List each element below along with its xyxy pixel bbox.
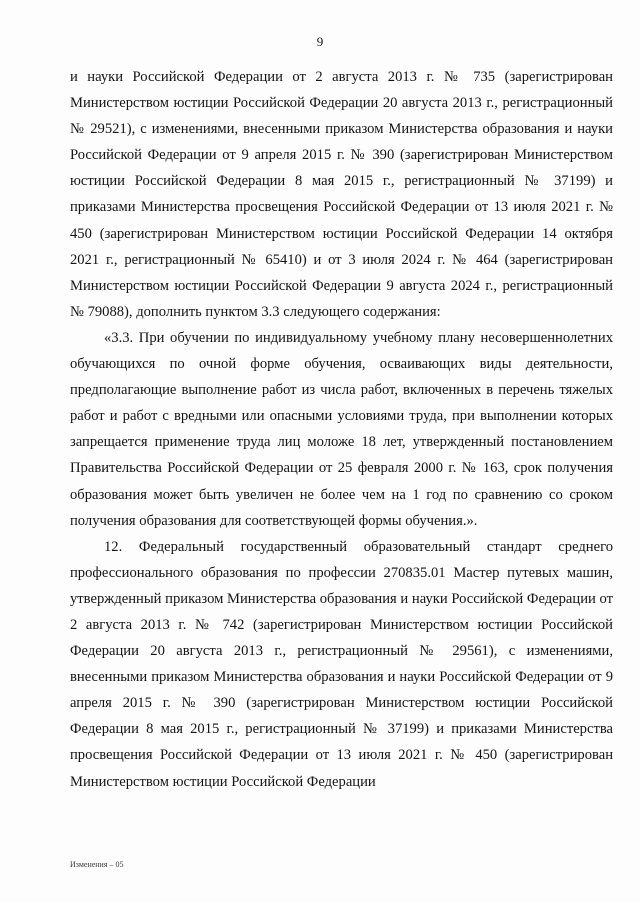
page-number: 9 bbox=[316, 34, 324, 49]
paragraph-clause-3-3: «3.3. При обучении по индивидуальному учебному плану несовершеннолетних обучающихся по очной форме обучения, осваивающих виды деятельности, предполагающие выполнение работ из числа работ, включенных в перечень тяжелых работ и работ с вредными или опасными условиями труда, при выполнении которых запрещается применение труда лиц моложе 18 лет, утвержденный постановлением Правительства Российской Федерации от 25 февраля 2000 г. № 163, срок получения образования может быть увеличен не более чем на 1 год по сравнению со сроком получения образования для соответствующей формы обучения.». bbox=[70, 329, 613, 529]
paragraph-item-12: 12. Федеральный государственный образовательный стандарт среднего профессионального образования по профессии 270835.01 Мастер путевых машин, утвержденный приказом Министерства образования и науки Российской Федерации от 2 августа 2013 г. № 742 (зарегистрирован Министерством юстиции Российской Федерации 20 августа 2013 г., регистрационный № 29561), с изменениями, внесенными приказом Министерства образования и науки Российской Федерации от 9 апреля 2015 г. № 390 (зарегистрирован Министерством юстиции Российской Федерации 8 мая 2015 г., регистрационный № 37199) и приказами Министерства просвещения Российской Федерации от 13 июля 2021 г. № 450 (зарегистрирован Министерством юстиции Российской Федерации bbox=[70, 538, 613, 790]
footer-note: Изменения – 05 bbox=[70, 860, 124, 869]
document-body bbox=[70, 64, 613, 795]
paragraph-continuation: и науки Российской Федерации от 2 августа 2013 г. № 735 (зарегистрирован Министерством юстиции Российской Федерации 20 августа 2013 г., регистрационный № 29521), с изменениями, внесенными приказом Министерства образования и науки Российской Федерации от 9 апреля 2015 г. № 390 (зарегистрирован Министерством юстиции Российской Федерации 8 мая 2015 г., регистрационный № 37199) и приказами Министерства просвещения Российской Федерации от 13 июля 2021 г. № 450 (зарегистрирован Министерством юстиции Российской Федерации 14 октября 2021 г., регистрационный № 65410) и от 3 июля 2024 г. № 464 (зарегистрирован Министерством юстиции Российской Федерации 9 августа 2024 г., регистрационный № 79088), дополнить пунктом 3.3 следующего содержания: bbox=[70, 69, 613, 320]
